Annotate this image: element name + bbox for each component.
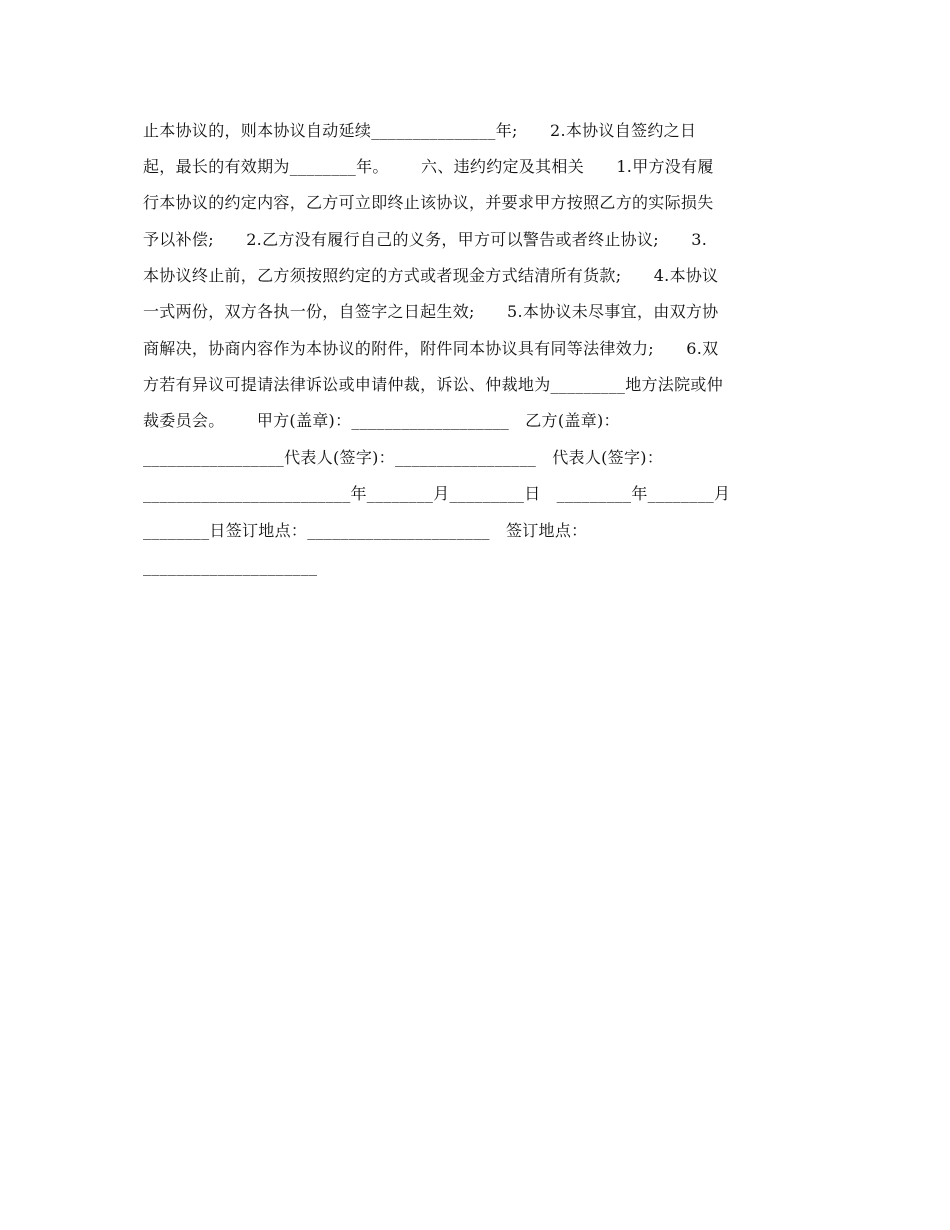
- text-line-9: 裁委员会。 甲方(盖章)：___________________ 乙方(盖章)：: [143, 411, 620, 430]
- text-line-1: 止本协议的，则本协议自动延续_______________年; 2.本协议自签约之日: [143, 121, 697, 140]
- text-line-2: 起，最长的有效期为________年。 六、违约约定及其相关 1.甲方没有履: [143, 157, 714, 176]
- text-line-11: _________________________年________月_________日 _________年________月: [143, 484, 731, 503]
- text-line-3: 行本协议的约定内容，乙方可立即终止该协议，并要求甲方按照乙方的实际损失: [143, 193, 714, 212]
- text-line-10: _________________代表人(签字)：_________________ 代表人(签字)：: [143, 448, 664, 467]
- text-line-13: _____________________: [143, 557, 318, 576]
- text-line-7: 商解决，协商内容作为本协议的附件，附件同本协议具有同等法律效力; 6.双: [143, 339, 719, 358]
- text-line-5: 本协议终止前，乙方须按照约定的方式或者现金方式结清所有货款; 4.本协议: [143, 266, 719, 285]
- text-line-12: ________日签订地点：______________________ 签订地点：: [143, 521, 588, 540]
- text-line-6: 一式两份，双方各执一份，自签字之日起生效; 5.本协议未尽事宜，由双方协: [143, 302, 719, 321]
- text-line-4: 予以补偿; 2.乙方没有履行自己的义务，甲方可以警告或者终止协议; 3.: [143, 230, 708, 249]
- text-line-8: 方若有异议可提请法律诉讼或申请仲裁，诉讼、仲裁地为_________地方法院或仲: [143, 375, 724, 394]
